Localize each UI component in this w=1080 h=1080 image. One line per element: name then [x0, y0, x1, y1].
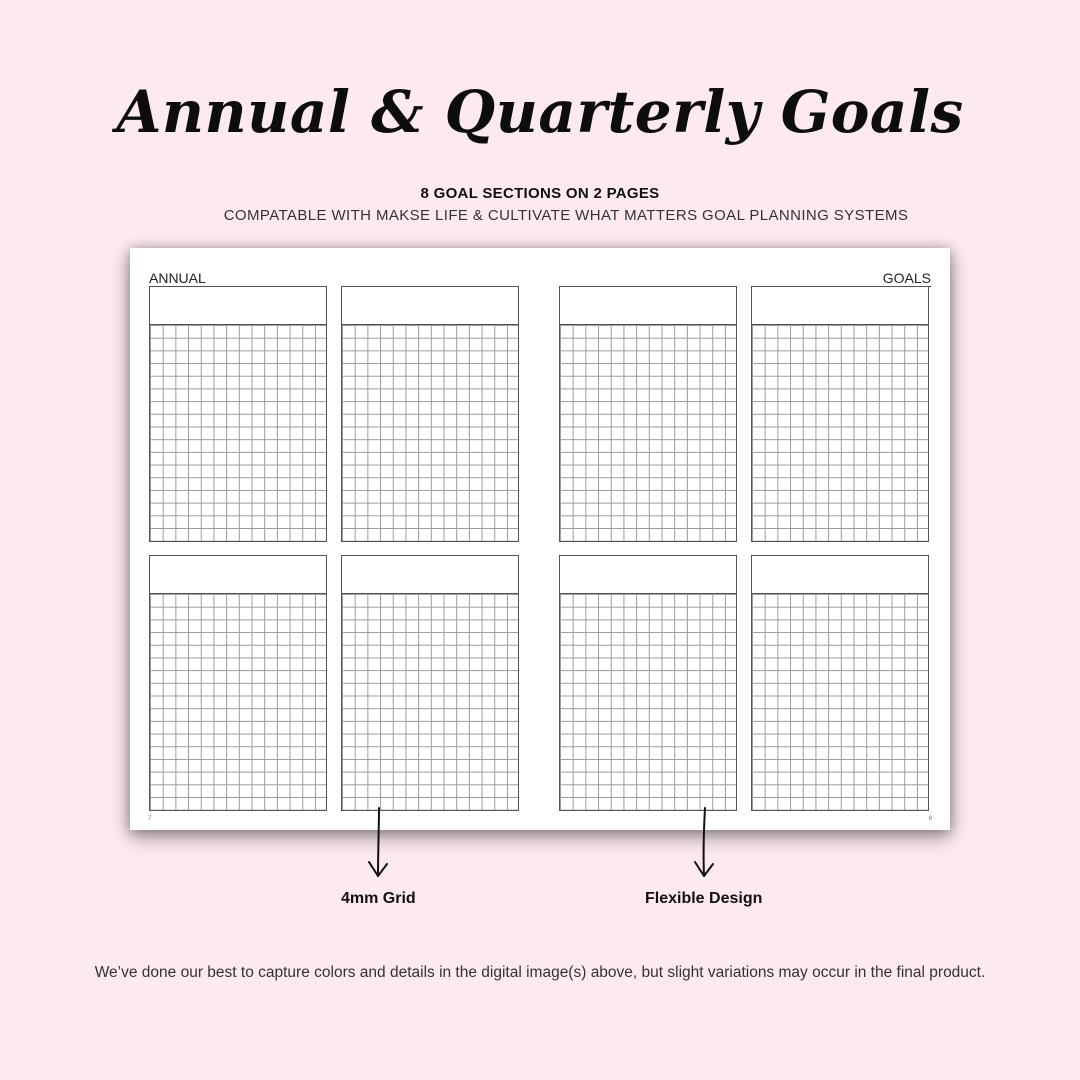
goal-section [559, 286, 737, 542]
left-page-number: 7 [148, 816, 152, 822]
goal-grid [342, 325, 518, 541]
down-arrow-icon [366, 806, 390, 882]
goal-section [341, 555, 519, 811]
grid-caption: 4mm Grid [341, 890, 416, 907]
goal-section [149, 555, 327, 811]
goal-title-box [752, 556, 928, 594]
goal-title-box [752, 287, 928, 325]
goal-grid [150, 594, 326, 810]
planner-spread [130, 248, 950, 830]
goal-grid [150, 325, 326, 541]
section-count-subtitle: 8 GOAL SECTIONS ON 2 PAGES [420, 185, 660, 202]
left-page-label: ANNUAL [149, 270, 206, 286]
goal-section [751, 286, 929, 542]
goal-title-box [342, 287, 518, 325]
down-arrow-icon [692, 806, 716, 882]
goal-title-box [560, 556, 736, 594]
goal-title-box [150, 287, 326, 325]
compatibility-line: COMPATABLE WITH MAKSE LIFE & CULTIVATE WHAT MATTERS GOAL PLANNING SYSTEMS [223, 207, 909, 224]
goal-section [559, 555, 737, 811]
goal-title-box [150, 556, 326, 594]
goal-grid [342, 594, 518, 810]
goal-grid [752, 325, 928, 541]
goal-grid [560, 594, 736, 810]
right-page-number: 8 [928, 816, 932, 822]
design-caption: Flexible Design [645, 890, 763, 907]
goal-grid [560, 325, 736, 541]
goal-title-box [560, 287, 736, 325]
goal-title-box [342, 556, 518, 594]
right-page-label: GOALS [882, 270, 931, 286]
goal-section [751, 555, 929, 811]
goal-section [341, 286, 519, 542]
goal-section [149, 286, 327, 542]
goal-grid [752, 594, 928, 810]
disclaimer-text: We’ve done our best to capture colors and details in the digital image(s) above, but slight variations may occur in the final product. [94, 964, 986, 981]
page-title: Annual & Quarterly Goals [116, 78, 964, 146]
